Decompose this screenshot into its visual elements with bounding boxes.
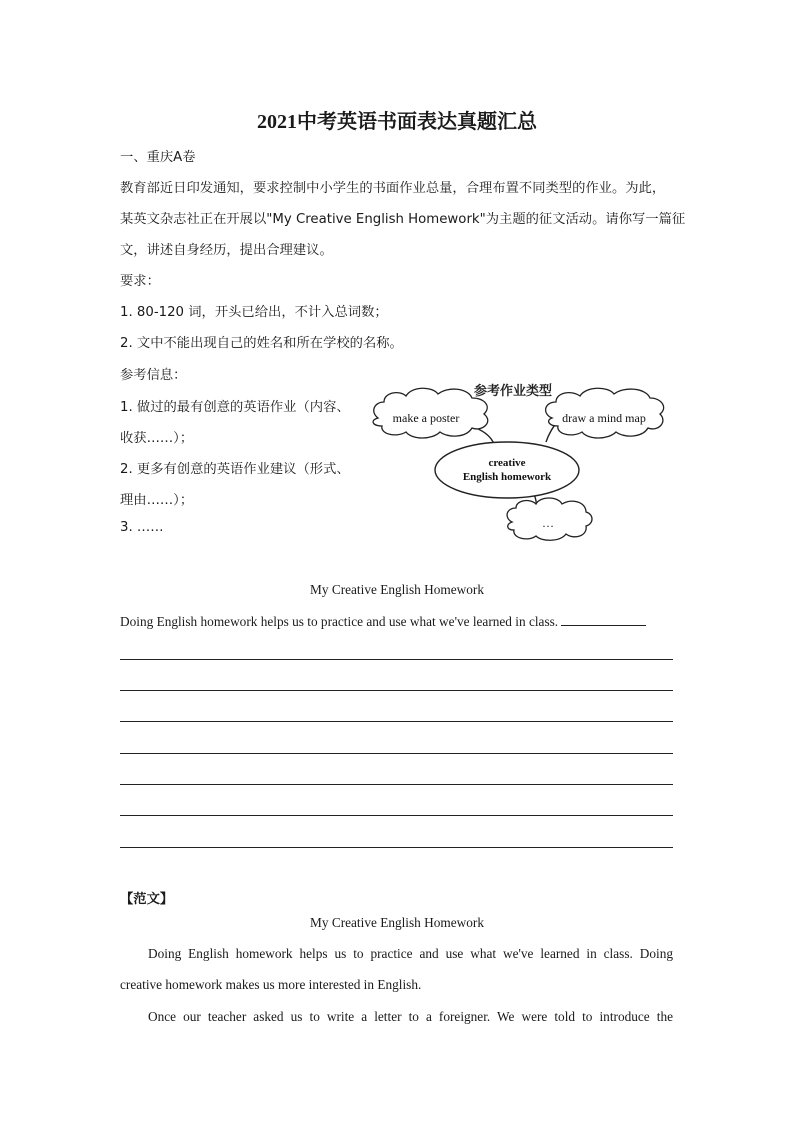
sample-title: My Creative English Homework xyxy=(310,915,484,930)
reference-item: 理由……）； xyxy=(120,493,194,508)
essay-opening-text: Doing English homework helps us to practice and use what we've learned in class. xyxy=(120,614,559,629)
center-label-line2: English homework xyxy=(462,471,552,483)
sample-paragraph-line: Doing English homework helps us to practice and use what we've learned in class. Doing xyxy=(148,946,673,961)
cloud-label-left: make a poster xyxy=(392,411,460,425)
mind-map-title: 参考作业类型 xyxy=(473,383,553,398)
mind-map-figure xyxy=(368,378,668,546)
connector-left xyxy=(476,428,494,444)
reference-item: 3. …… xyxy=(120,520,164,535)
requirement-item: 2. 文中不能出现自己的姓名和所在学校的名称。 xyxy=(120,336,403,351)
answer-line[interactable] xyxy=(120,721,673,722)
page-title: 2021中考英语书面表达真题汇总 xyxy=(257,111,537,133)
sample-label: 【范文】 xyxy=(120,892,174,907)
prompt-line: 教育部近日印发通知，要求控制中小学生的书面作业总量，合理布置不同类型的作业。为此， xyxy=(120,181,666,196)
center-label-line1: creative xyxy=(488,457,526,469)
section-heading: 一、重庆A卷 xyxy=(120,150,196,165)
reference-item: 2. 更多有创意的英语作业建议（形式、 xyxy=(120,462,350,477)
reference-item: 1. 做过的最有创意的英语作业（内容、 xyxy=(120,400,350,415)
requirements-label: 要求： xyxy=(120,274,160,289)
answer-line[interactable] xyxy=(120,784,673,785)
reference-label: 参考信息： xyxy=(120,368,187,383)
cloud-ellipsis xyxy=(507,498,592,540)
essay-title: My Creative English Homework xyxy=(310,582,484,597)
center-node xyxy=(435,442,579,498)
sample-paragraph-line: creative homework makes us more interested in English. xyxy=(120,977,422,992)
answer-line[interactable] xyxy=(120,847,673,848)
cloud-label-bottom: … xyxy=(542,516,554,530)
cloud-label-right: draw a mind map xyxy=(562,411,646,425)
reference-item: 收获……）； xyxy=(120,431,194,446)
prompt-line: 某英文杂志社正在开展以"My Creative English Homework"为主题的征文活动。请你写一篇征 xyxy=(120,212,686,227)
cloud-make-a-poster xyxy=(373,388,488,438)
answer-line[interactable] xyxy=(120,659,673,660)
essay-blank-line[interactable] xyxy=(561,613,646,626)
answer-line[interactable] xyxy=(120,690,673,691)
prompt-line: 文，讲述自身经历，提出合理建议。 xyxy=(120,243,333,258)
requirement-item: 1. 80-120 词，开头已给出，不计入总词数； xyxy=(120,305,388,320)
sample-paragraph-line: Once our teacher asked us to write a letter to a foreigner. We were told to introduce the xyxy=(148,1009,673,1024)
cloud-draw-a-mind-map xyxy=(546,388,664,438)
answer-line[interactable] xyxy=(120,753,673,754)
essay-opening xyxy=(120,613,646,630)
answer-line[interactable] xyxy=(120,815,673,816)
